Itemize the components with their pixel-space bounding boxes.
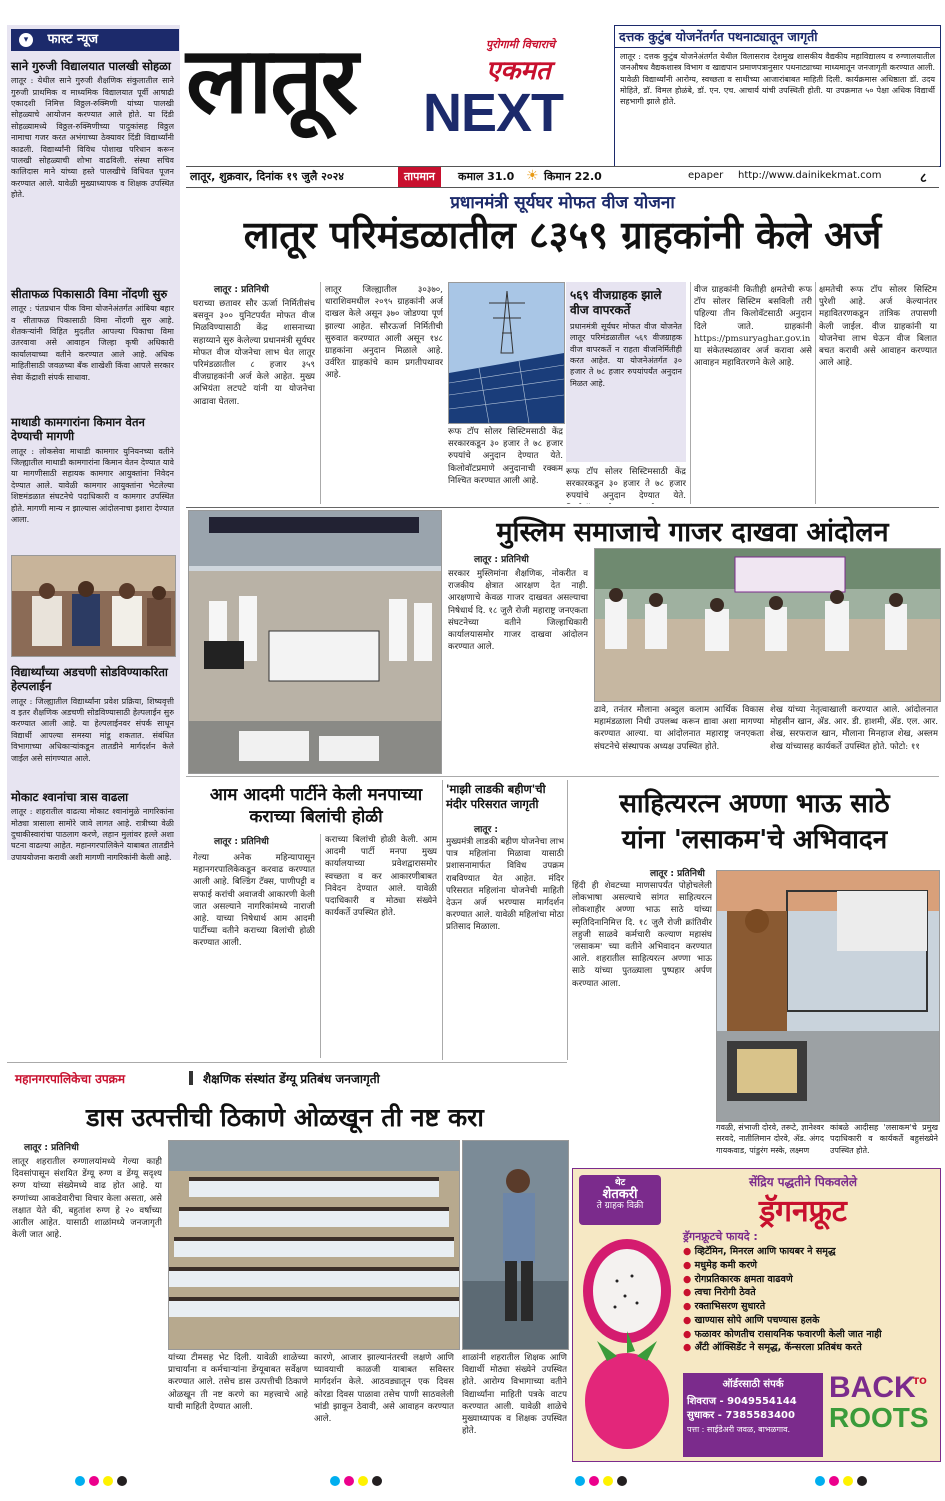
ladki-byline: लातूर : xyxy=(474,825,498,835)
sun-icon: ☀ xyxy=(526,168,539,184)
dengue-strip xyxy=(7,1068,567,1088)
sathe-headline-1: साहित्यरत्न अण्णा भाऊ साठे xyxy=(619,789,890,819)
sidebar-item: माथाडी कामगारांना किमान वेतन देण्याची मागणी लातूर : लोकसेवा माथाडी कामगार युनियनच्या वतीने जिल्ह्यातील माथाडी कामगारांना किमान वेतन देण्यात यावे या मागणीसाठी सहायक कामगार आयुक्तांना निवेदन देण्यात आले. यावेळी कामगार आयुक्तांना भेटलेल्या शिष्टमंडळात संघटनेचे पदाधिकारी व कामगार उपस्थित होते. मागणी मान्य न झाल्यास आंदोलनाचा इशारा देण्यात आला. xyxy=(11,415,174,524)
sidebar-item: सीताफळ पिकासाठी विमा नोंदणी सुरु लातूर : पंतप्रधान पीक विमा योजनेअंतर्गत आंबिया बहार व सीताफळ पिकासाठी विमा नोंदणी सुरु आहे. शेतकऱ्यांनी विहित मुदतीत आपल्या पिकाचा विमा उतरवावा असे आवाहन जिल्हा कृषी अधिकारी कार्यालयाच्या वतीने करण्यात आले आहे. अधिक माहितीसाठी जवळच्या बँक शाखेशी किंवा आपले सरकार सेवा केंद्राशी संपर्क साधावा. xyxy=(11,287,174,382)
print-color-bar xyxy=(0,1466,945,1496)
masthead xyxy=(186,25,606,165)
masthead-title: लातूर xyxy=(186,27,357,134)
ad-badge: थेट शेतकरी ते ग्राहक विक्री xyxy=(579,1175,661,1225)
divider-bar xyxy=(189,1071,193,1085)
temperature-max: कमाल 31.0 xyxy=(458,170,515,183)
main-col5: क्षमतेची रूफ टॉप सोलर सिस्टिम पुरेशी आहे. अर्ज केल्यानंतर महावितरणकडून तांत्रिक तपासणी केली जाईल. वीज ग्राहकांनी या योजनेचा लाभ घेऊन वीज बिलात बचत करावी असे आवाहन करण्यात आले आहे. xyxy=(819,285,937,369)
main-byline: लातूर : प्रतिनिधी xyxy=(214,285,269,295)
ad-benefits-title: ड्रॅगनफ्रूटचे फायदे : xyxy=(683,1230,758,1243)
main-col3: रूफ टॉप सोलर सिस्टिमसाठी केंद्र सरकारकडून ३० हजार ते ७८ हजार रुपयांचे अनुदान देण्यात येते. किलोवॉटप्रमाणे अनुदानाची रक्कम निश्चित करण्यात आली आहे. xyxy=(448,427,563,486)
list-item: ● ॲंटी ऑक्सिडेंट ने समृद्ध, कॅन्सरला प्रतिबंध करते xyxy=(683,1342,862,1354)
muslim-photo xyxy=(594,548,941,702)
sidebar-item: विद्यार्थ्यांच्या अडचणी सोडविण्याकरिता हेल्पलाईन लातूर : जिल्ह्यातील विद्यार्थ्यांना प्रवेश प्रक्रिया, शिष्यवृत्ती व इतर शैक्षणिक अडचणी सोडविण्यासाठी हेल्पलाईन सुरु करण्यात आली आहे. या हेल्पलाईनवर संपर्क साधून विद्यार्थी आपल्या समस्या मांडू शकतात. संबंधित विभागाच्या अधिकाऱ्यांकडून तातडीने मार्गदर्शन केले जाईल असे सांगण्यात आले. xyxy=(11,665,174,763)
back-to-roots-logo: BACK TO ROOTS xyxy=(829,1371,929,1433)
sathe-caption-1: गवळी, संभाजी दोरवे, तरूटे, ज्ञानेश्वर सरवदे, नातीलिमान दोरवे, ॲड. अंगद गायकवाड, पांडुरंग मस्के, लक्ष्मण xyxy=(716,1123,824,1155)
sathe-caption-2: कांबळे आदीसह 'लसाकम'चे प्रमुख पदाधिकारी व कार्यकर्ते बहुसंख्येने उपस्थित होते. xyxy=(830,1123,938,1155)
dragonfruit-ad[interactable] xyxy=(572,1168,941,1462)
info-box: ५६९ वीजग्राहक झाले वीज वापरकर्ते प्रधानमंत्री सूर्यघर मोफत वीज योजनेत लातूर परिमंडळातील ५६९ वीजग्राहक वीज वापरकर्ते न राहता वीजनिर्मितीही करत आहेत. या योजनेअंतर्गत ३० हजार ते ७८ हजार रुपयांपर्यंत अनुदान मिळत आहे. xyxy=(566,282,686,462)
ladki-headline: 'माझी लाडकी बहीण'ची मंदीर परिसरात जागृती xyxy=(446,782,546,811)
sidebar-photo xyxy=(11,555,176,657)
main-col3b: रूफ टॉप सोलर सिस्टिमसाठी केंद्र सरकारकडून ३० हजार ते ७८ हजार रुपयांचे अनुदान देण्यात येते. xyxy=(566,467,686,502)
ad-headline: ड्रॅगनफ्रूट xyxy=(759,1194,847,1229)
dragonfruit-image xyxy=(577,1231,677,1457)
fast-news-header: ▾ फास्ट न्यूज xyxy=(11,29,179,51)
school-assembly-photo xyxy=(168,1140,460,1350)
muslim-col1: सरकार मुस्लिमांना शैक्षणिक, नोकरीत व राजकीय क्षेत्रात आरक्षण देत नाही. आरक्षणाचे केवळ गाजर दाखवत असल्याचा निषेधार्थ दि. १८ जुलै रोजी महाराष्ट्र जनएकता संघटनेच्या वतीने जिल्हाधिकारी कार्यालयासमोर गाजर दाखवा आंदोलन करण्यात आले. xyxy=(448,569,588,653)
list-item: ● मधुमेह कमी करणे xyxy=(683,1259,757,1271)
sidebar-item: साने गुरुजी विद्यालयात पालखी सोहळा लातूर : येथील साने गुरुजी शैक्षणिक संकुलातील साने गुरुजी प्राथमिक व माध्यमिक विद्यालयात पूर्वी आषाढी एकादशी निमित्त विठ्ठल-रुक्मिणी यांच्या पालखी सोहळ्याचे आयोजन करण्यात आले होते. या दिंडी सोहळ्यामध्ये विठ्ठल-रुक्मिणीच्या पादुकांसह विठ्ठल नामाचा गजर करत अभंगाच्या ठेक्यावर दिंडी विद्यार्थ्यांनी काढली. विद्यार्थ्यांनी विविध पोशाख परिधान करून पालखी सोहळ्याची शोभा वाढविली. संस्था सचिव कालिदास माने यांच्या हस्ते पालखीचे विधिवत पूजन करण्यात आले. यावेळी मुख्याध्यापक व शिक्षक उपस्थित होते. xyxy=(11,59,174,199)
sathe-byline: लातूर : प्रतिनिधी xyxy=(650,869,705,879)
aap-col1: गेल्या अनेक महिन्यापासून महानगरपालिकेकडून करवाढ करण्यात आली आहे. बिल्डिंग टॅक्स, पाणीपट्टी व सफाई करांची अवाजवी आकारणी केली जात असल्याने नागरिकांमध्ये नाराजी आहे. याच्या निषेधार्थ आम आदमी पार्टीच्या वतीने कराच्या बिलांची होळी करण्यात आली. xyxy=(193,853,315,949)
topright-article: दत्तक कुटुंब योजनेंतर्गत पथनाट्यातून जागृती लातूर : दत्तक कुटुंब योजनेअंतर्गत येथील विलासराव देशमुख शासकीय वैद्यकीय महाविद्यालय व रुग्णालयातील जनऔषध वैद्यकशास्त्र विभाग व खाद्यपान प्रमाणपत्रानुसार पथनाट्याच्या माध्यमातून जनजागृती करण्यात आली. यावेळी विद्यार्थ्यांनी आरोग्य, स्वच्छता व साथीच्या आजारांबाबत माहिती दिली. कार्यक्रमास अधिष्ठाता डॉ. उदय मोहिते, डॉ. विमल होळंबे, डॉ. एन. एच. आचार्य यांची उपस्थिती होती. या उपक्रमात ५० पेक्षा अधिक विद्यार्थी सहभागी झाले होते. xyxy=(614,25,941,167)
aap-byline: लातूर : प्रतिनिधी xyxy=(214,837,269,847)
temperature-label: तापमान xyxy=(398,167,441,187)
meeting-photo xyxy=(12,556,175,656)
epaper-label: epaper xyxy=(688,170,724,181)
list-item: ● त्वचा निरोगी ठेवते xyxy=(683,1287,756,1299)
dengue-byline: लातूर : प्रतिनिधी xyxy=(24,1143,79,1153)
sathe-headline-2: यांना 'लसाकम'चे अभिवादन xyxy=(621,825,888,855)
main-headline: लातूर परिमंडळातील ८३५९ ग्राहकांनी केले अर्ज xyxy=(243,213,882,257)
dengue-col2: यांच्या टीमसह भेट दिली. यावेळी शाळेच्या प्राचार्यांना व कर्मचाऱ्यांना डेंग्यूबाबत सर्वेक्षण करण्यात आले. तसेच डास उत्पत्तीची ठिकाणे ओळखून ती नष्ट करणे का महत्त्वाचे आहे याची माहिती देण्यात आली. xyxy=(168,1353,308,1412)
dateline: लातूर, शुक्रवार, दिनांक १९ जुलै २०२४ xyxy=(190,170,345,183)
dengue-headline: डास उत्पत्तीची ठिकाणे ओळखून ती नष्ट करा xyxy=(86,1103,484,1132)
dengue-strip-left: महानगरपालिकेचा उपक्रम xyxy=(15,1072,126,1086)
aap-headline: आम आदमी पार्टीने केली मनपाच्या कराच्या बिलांची होळी xyxy=(209,785,423,828)
statue-photo xyxy=(716,870,940,1122)
muslim-col3: शेख यांच्या नेतृत्वाखाली करण्यात आले. आंदोलनात मोहसीन खान, ॲड. आर. डी. हाशमी, ॲड. एल. आर. शेख, सरफराज खान, मौलाना मिनहाज शेख, अस्लम शेख यांच्यासह कार्यकर्ते उपस्थित होते. फोटो: ११ xyxy=(770,705,938,752)
epaper-link[interactable]: http://www.dainikekmat.com xyxy=(738,170,882,181)
muslim-headline: मुस्लिम समाजाचे गाजर दाखवा आंदोलन xyxy=(496,517,889,548)
dateline-bar xyxy=(186,166,939,188)
ad-address: पत्ता : साईडेअरी जवळ, बाभळगाव. xyxy=(687,1425,791,1434)
list-item: ● फळावर कोणतीच रासायनिक फवारणी केली जात नाही xyxy=(683,1328,882,1340)
chevron-down-icon: ▾ xyxy=(19,33,33,47)
speaker-photo xyxy=(462,1140,569,1350)
dengue-col4: शाळांनी शहरातील शिक्षक आणि विद्यार्थी मोठ्या संख्येने उपस्थित होते. आरोग्य विभागाच्या वतीने विद्यार्थ्यांना माहिती पत्रके वाटप करण्यात आली. यावेळी शाळेचे मुख्याध्यापक व शिक्षक उपस्थित होते. xyxy=(462,1353,567,1437)
muslim-byline: लातूर : प्रतिनिधी xyxy=(474,555,529,565)
list-item: ● रक्ताभिसरण सुधारते xyxy=(683,1301,766,1313)
dengue-strip-right: शैक्षणिक संस्थांत डेंग्यू प्रतिबंध जनजागृती xyxy=(203,1072,380,1086)
ad-contact-box: ऑर्डरसाठी संपर्क शिवराज - 9049554144 सुधाकर - 7385583400 पत्ता : साईडेअरी जवळ, बाभळगाव. xyxy=(683,1373,823,1457)
statue-image xyxy=(717,871,939,1121)
sathe-text: हिंदी ही शेवटच्या माणसापर्यंत पोहोचलेली लोकभाषा असल्याचे सांगत साहित्यरत्न लोकशाहीर अण्णा भाऊ साठे यांच्या स्मृतिदिनानिमित्त दि. १८ जुलै रोजी क्रांतिवीर लहुजी साळवे कर्मचारी कल्याण महासंघ 'लसाकम' च्या वतीने अभिवादन करण्यात आले. शहरातील साहित्यरत्न अण्णा भाऊ साठे यांच्या पुतळ्याला पुष्पहार अर्पण करण्यात आला. xyxy=(572,881,712,989)
dengue-col1: लातूर शहरातील रुग्णालयांमध्ये गेल्या काही दिवसांपासून संशयित डेंग्यू रुग्ण व डेंग्यू सदृश्य रुग्ण यांच्या संख्येमध्ये वाढ होत आहे. या रुग्णांच्या आकडेवारीचा विचार केला असता, असे लक्षात येते की, बहुतांश रुग्ण हे २० वर्षांच्या आतील आहेत. यासाठी शाळांमध्ये जनजागृती केली जात आहे. xyxy=(12,1157,162,1241)
phone-shivraj[interactable]: शिवराज - 9049554144 xyxy=(687,1396,797,1407)
page-number: ८ xyxy=(920,171,927,186)
assembly-image xyxy=(169,1141,459,1349)
aap-protest-image xyxy=(189,511,441,773)
sidebar-item: मोकाट श्वानांचा त्रास वाढला लातूर : शहरातील वाढत्या मोकाट श्वानांमुळे नागरिकांना मोठ्या त्रासाला सामोरे जावे लागत आहे. रात्रीच्या वेळी दुचाकीस्वारांचा पाठलाग करणे, लहान मुलांवर हल्ले अशा घटना वाढल्या आहेत. महानगरपालिकेने याबाबत तातडीने उपाययोजना करावी अशी मागणी नागरिकांनी केली आहे. xyxy=(11,790,174,862)
list-item: ● व्हिटॅमिन, मिनरल आणि फायबर ने समृद्ध xyxy=(683,1246,836,1257)
sit-in-protest-image xyxy=(595,549,940,701)
masthead-brand: एकमत xyxy=(486,56,551,86)
list-item: ● रोगप्रतिकारक क्षमता वाढवणे xyxy=(683,1273,793,1285)
solar-photo xyxy=(448,282,565,424)
aap-col2: कराच्या बिलांची होळी केली. आम आदमी पार्टी मनपा मुख्य कार्यालयाच्या प्रवेशद्वारासमोर स्वच्छता व कर आकारणीबाबत निवेदन देण्यात आले. यावेळी पदाधिकारी व मोठ्या संख्येने कार्यकर्ते उपस्थित होते. xyxy=(325,835,437,919)
dengue-col3: कारणे, आजार झाल्यानंतरची लक्षणे आणि घ्यावयाची काळजी याबाबत सविस्तर मार्गदर्शन केले. आठवड्यातून एक दिवस कोरडा दिवस पाळावा तसेच पाणी साठवलेली भांडी झाकून ठेवावी, असे आवाहन करण्यात आले. xyxy=(314,1353,454,1425)
protest-photo xyxy=(188,510,442,774)
main-col4: वीज ग्राहकांनी कितीही क्षमतेची रूफ टॉप सोलर सिस्टिम बसविली तरी पहिल्या तीन किलोवॅटसाठी अनुदान दिले जाते. ग्राहकांनी https://pmsuryaghar.gov.in या संकेतस्थळावर अर्ज करावा असे आवाहन महावितरणने केले आहे. xyxy=(694,285,812,369)
muslim-col2: ढावे, तनंतर मौलाना अब्दुल कलाम आर्थिक विकास महामंडळाला निधी उपलब्ध करून द्यावा अशा मागण्या करण्यात आल्या. या आंदोलनात महाराष्ट्र जनएकता संघटनेचे संस्थापक अध्यक्ष उपस्थित होते. xyxy=(594,705,764,752)
main-kicker: प्रधानमंत्री सूर्यघर मोफत वीज योजना xyxy=(450,193,675,213)
main-col1: घराच्या छतावर सौर ऊर्जा निर्मितीसंच बसवून ३०० युनिटपर्यंत मोफत वीज मिळविण्यासाठी केंद्र शासनाच्या सहाय्याने सुरु केलेल्या प्रधानमंत्री सूर्यघर मोफत वीज योजनेचा लाभ घेत लातूर परिमंडळातील ८ हजार ३५९ वीजग्राहकांनी अर्ज केले आहेत. मुख्य अभियंता लटपटे यांनी या योजनेचा आढावा घेतला. xyxy=(193,299,315,407)
ladki-text: मुख्यमंत्री लाडकी बहीण योजनेचा लाभ पात्र महिलांना मिळावा यासाठी प्रशासनामार्फत विविध उपक्रम राबविण्यात येत आहेत. मंदिर परिसरात महिलांना योजनेची माहिती देऊन अर्ज भरण्यास मार्गदर्शन करण्यात आले. यावेळी महिलांचा मोठा प्रतिसाद मिळाला. xyxy=(446,837,564,933)
solar-tower-image xyxy=(449,283,564,423)
temperature-min: किमान 22.0 xyxy=(544,170,602,183)
main-col2: लातूर जिल्ह्यातील ३०३७०, धाराशिवमधील २०९५ ग्राहकांनी अर्ज दाखल केले असून ३७० जोडण्या पूर्ण झाल्या आहेत. सौरऊर्जा निर्मितीची सुरुवात करण्यात आली असून १४८ ग्राहकांना अनुदान मिळाले आहे. उर्वरित ग्राहकांचे काम प्रगतीपथावर आहे. xyxy=(325,285,443,381)
masthead-tagline: पुरोगामी विचाराचे xyxy=(486,38,556,51)
masthead-next: NEXT xyxy=(423,87,603,139)
ad-benefits-list xyxy=(683,1245,933,1355)
ad-subheadline: सेंद्रिय पद्धतीने पिकवलेले xyxy=(748,1175,857,1189)
fast-news-sidebar xyxy=(7,25,180,860)
phone-sudhakar[interactable]: सुधाकर - 7385583400 xyxy=(687,1410,795,1421)
speaker-image xyxy=(463,1141,568,1349)
list-item: ● खाण्यास सोपे आणि पचण्यास हलके xyxy=(683,1314,820,1326)
